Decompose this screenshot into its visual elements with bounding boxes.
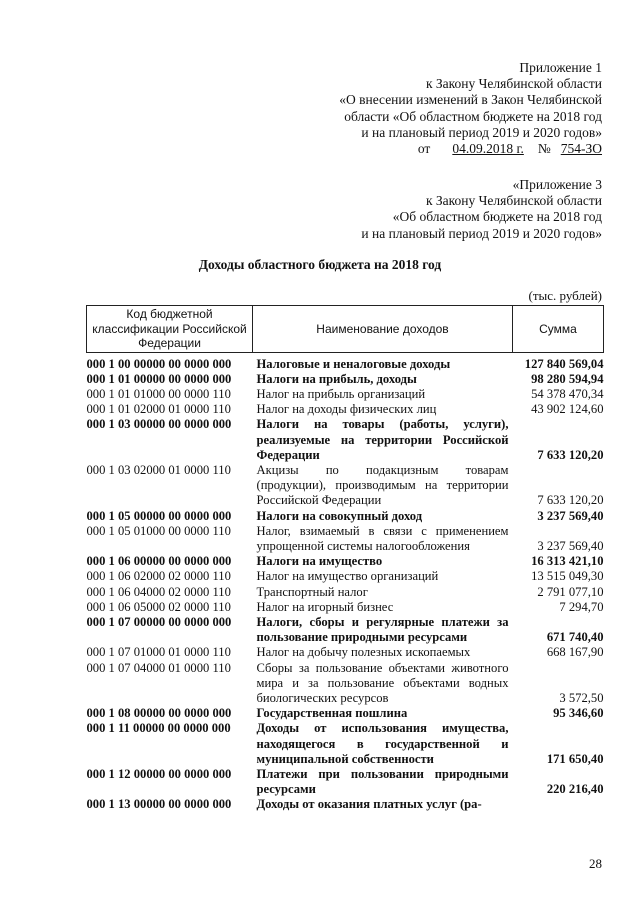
from-label: от bbox=[417, 141, 431, 157]
appendix-3-header bbox=[182, 177, 602, 242]
revenue-name-cell: Налоговые и неналоговые доходы bbox=[256, 356, 451, 371]
revenue-name-cell: Налоги на совокупный доход bbox=[256, 508, 423, 523]
table-row bbox=[87, 721, 604, 767]
revenue-name-cell: Налоги на прибыль, доходы bbox=[256, 371, 417, 386]
revenue-name-cell: Доходы от использования имущества, находящегося в государственной и муниципальной собственности bbox=[256, 721, 509, 766]
revenue-name-cell: Транспортный налог bbox=[256, 584, 368, 599]
budget-code-cell: 000 1 06 05000 02 0000 110 bbox=[86, 599, 231, 614]
revenue-name-cell: Государственная пошлина bbox=[256, 706, 408, 721]
amount-cell: 3 237 569,40 bbox=[537, 508, 604, 523]
amount-cell: 16 313 421,10 bbox=[531, 554, 604, 569]
budget-code-cell: 000 1 03 00000 00 0000 000 bbox=[86, 417, 232, 432]
header-line: «О внесении изменений в Закон Челябинской bbox=[339, 92, 602, 108]
revenue-name-cell: Налог на игорный бизнес bbox=[256, 599, 394, 614]
budget-code-cell: 000 1 06 02000 02 0000 110 bbox=[86, 569, 231, 584]
table-body bbox=[87, 352, 604, 813]
law-number: 754-ЗО bbox=[560, 141, 602, 157]
budget-code-cell: 000 1 06 04000 02 0000 110 bbox=[86, 584, 231, 599]
law-date-number-line bbox=[182, 141, 602, 157]
column-header-code: Код бюджетной классификации Российской Федерации bbox=[87, 306, 253, 353]
table-row bbox=[87, 661, 604, 707]
law-appendix-header bbox=[182, 60, 602, 157]
revenue-name-cell: Налог на доходы физических лиц bbox=[256, 402, 437, 417]
amount-cell: 3 237 569,40 bbox=[537, 538, 604, 553]
header-line: области «Об областном бюджете на 2018 год bbox=[344, 108, 602, 124]
table-row bbox=[87, 767, 604, 797]
amount-cell: 13 515 049,30 bbox=[531, 569, 604, 584]
table-row bbox=[87, 569, 604, 584]
column-header-name: Наименование доходов bbox=[253, 306, 513, 353]
budget-code-cell: 000 1 01 01000 00 0000 110 bbox=[86, 386, 231, 401]
amount-cell: 43 902 124,60 bbox=[531, 402, 604, 417]
header2-line: и на плановый период 2019 и 2020 годов» bbox=[361, 225, 602, 241]
budget-code-cell: 000 1 03 02000 01 0000 110 bbox=[86, 462, 231, 477]
budget-code-cell: 000 1 05 00000 00 0000 000 bbox=[86, 508, 232, 523]
amount-cell: 7 633 120,20 bbox=[537, 493, 604, 508]
table-row bbox=[87, 509, 604, 524]
revenue-name-cell: Налог, взимаемый в связи с применением упрощенной системы налогообложения bbox=[256, 523, 509, 553]
table-row bbox=[87, 645, 604, 660]
header2-line: «Об областном бюджете на 2018 год bbox=[392, 209, 602, 225]
law-date: 04.09.2018 г. bbox=[452, 141, 524, 157]
budget-code-cell: 000 1 12 00000 00 0000 000 bbox=[86, 766, 232, 781]
revenue-name-cell: Доходы от оказания платных услуг (ра- bbox=[256, 797, 482, 812]
revenue-name-cell: Налоги на товары (работы, услуги), реализуемые на территории Российской Федерации bbox=[256, 417, 509, 462]
document-title: Доходы областного бюджета на 2018 год bbox=[198, 257, 442, 272]
budget-code-cell: 000 1 08 00000 00 0000 000 bbox=[86, 706, 232, 721]
header-line: Приложение 1 bbox=[519, 60, 602, 75]
table-row bbox=[87, 463, 604, 509]
revenue-name-cell: Платежи при пользовании природными ресурсами bbox=[256, 766, 509, 797]
table-row bbox=[87, 387, 604, 402]
amount-cell: 95 346,60 bbox=[553, 706, 604, 721]
table-row bbox=[87, 524, 604, 554]
amount-cell bbox=[513, 797, 604, 812]
amount-cell: 220 216,40 bbox=[546, 782, 604, 797]
budget-code-cell: 000 1 07 01000 01 0000 110 bbox=[86, 645, 231, 660]
amount-cell: 54 378 470,34 bbox=[531, 386, 604, 401]
budget-code-cell: 000 1 11 00000 00 0000 000 bbox=[86, 721, 231, 736]
budget-code-cell: 000 1 07 04000 01 0000 110 bbox=[86, 660, 231, 675]
table-row bbox=[87, 706, 604, 721]
table-header-row bbox=[87, 306, 604, 353]
table-row bbox=[87, 372, 604, 387]
header-line: и на плановый период 2019 и 2020 годов» bbox=[361, 124, 602, 140]
amount-cell: 3 572,50 bbox=[559, 690, 604, 705]
amount-cell: 7 294,70 bbox=[559, 599, 604, 614]
amount-cell: 671 740,40 bbox=[546, 630, 604, 645]
page-number: 28 bbox=[589, 856, 602, 871]
amount-cell: 7 633 120,20 bbox=[537, 447, 604, 462]
revenue-name-cell: Акцизы по подакцизным товарам (продукции), производимым на территории Российской Федерации bbox=[256, 462, 509, 508]
budget-code-cell: 000 1 06 00000 00 0000 000 bbox=[86, 554, 232, 569]
table-row bbox=[87, 600, 604, 615]
amount-cell: 171 650,40 bbox=[546, 751, 604, 766]
revenue-name-cell: Налог на прибыль организаций bbox=[256, 386, 426, 401]
table-row bbox=[87, 417, 604, 463]
table-row bbox=[87, 402, 604, 417]
amount-cell: 2 791 077,10 bbox=[537, 584, 604, 599]
budget-code-cell: 000 1 00 00000 00 0000 000 bbox=[86, 356, 232, 371]
number-label: № bbox=[537, 141, 551, 157]
table-row bbox=[87, 554, 604, 569]
header2-line: «Приложение 3 bbox=[512, 177, 602, 192]
header-line: к Закону Челябинской области bbox=[425, 76, 602, 92]
amount-cell: 127 840 569,04 bbox=[524, 356, 604, 371]
budget-code-cell: 000 1 05 01000 00 0000 110 bbox=[86, 523, 231, 538]
table-row bbox=[87, 585, 604, 600]
revenue-table bbox=[86, 305, 604, 813]
units-label: (тыс. рублей) bbox=[528, 288, 602, 303]
revenue-name-cell: Налог на имущество организаций bbox=[256, 569, 439, 584]
table-row bbox=[87, 797, 604, 812]
column-header-amount: Сумма bbox=[513, 306, 604, 353]
revenue-name-cell: Налог на добычу полезных ископаемых bbox=[256, 645, 471, 660]
header2-line: к Закону Челябинской области bbox=[425, 193, 602, 209]
budget-code-cell: 000 1 01 00000 00 0000 000 bbox=[86, 371, 232, 386]
table-row bbox=[87, 615, 604, 645]
table-row bbox=[87, 357, 604, 372]
amount-cell: 668 167,90 bbox=[546, 645, 604, 660]
amount-cell: 98 280 594,94 bbox=[531, 371, 604, 386]
revenue-name-cell: Сборы за пользование объектами животного мира и за пользование объектами водных биологических ресурсов bbox=[256, 660, 509, 705]
budget-code-cell: 000 1 01 02000 01 0000 110 bbox=[86, 402, 231, 417]
budget-code-cell: 000 1 07 00000 00 0000 000 bbox=[86, 614, 232, 629]
revenue-name-cell: Налоги, сборы и регулярные платежи за пользование природными ресурсами bbox=[256, 614, 509, 645]
budget-code-cell: 000 1 13 00000 00 0000 000 bbox=[86, 797, 232, 812]
revenue-name-cell: Налоги на имущество bbox=[256, 554, 383, 569]
